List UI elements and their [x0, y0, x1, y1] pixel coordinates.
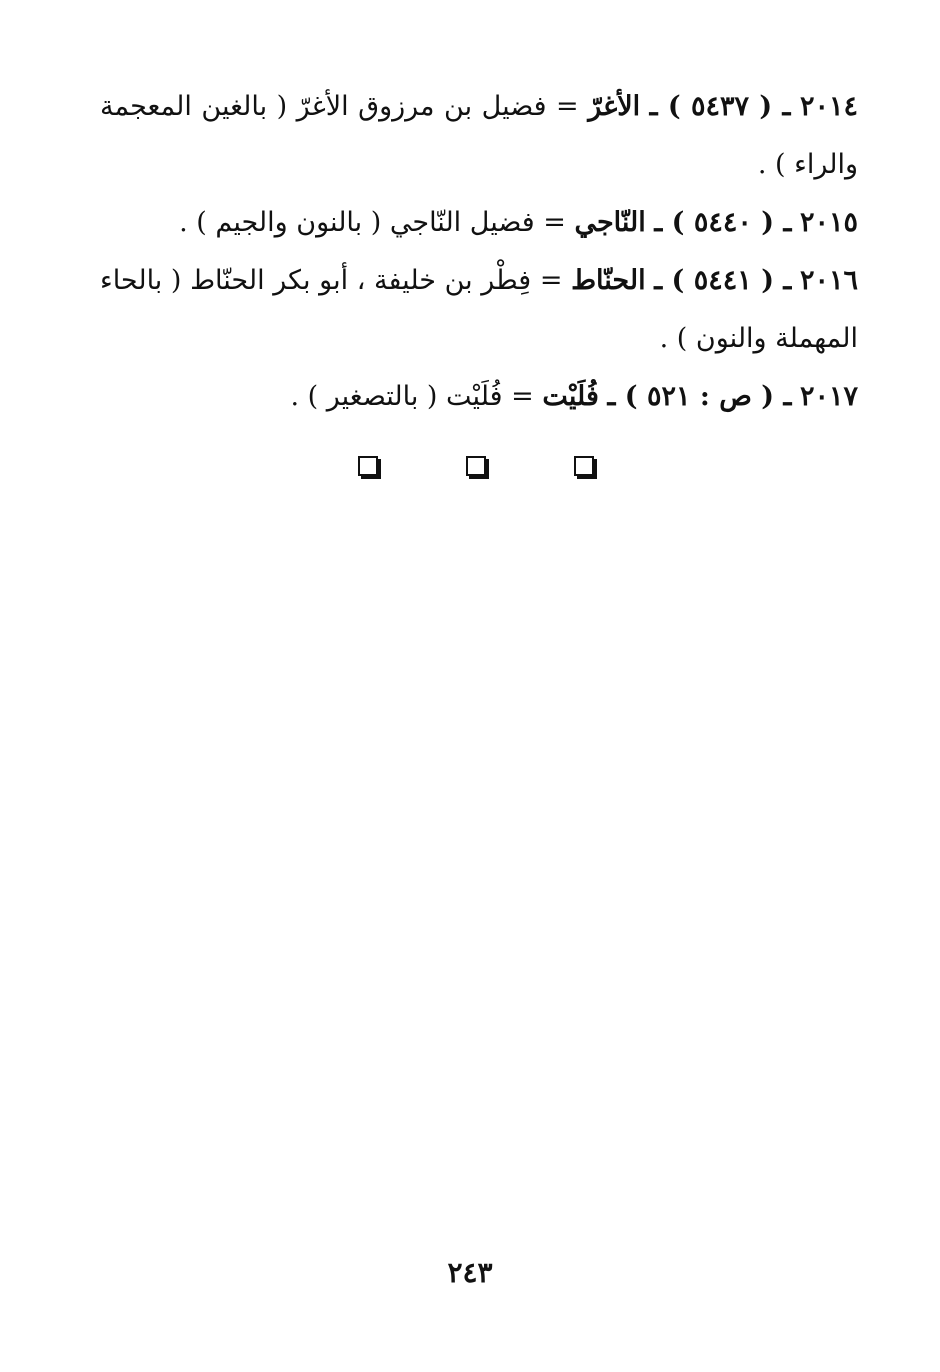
- square-ornament-icon: [574, 456, 594, 476]
- entry-headword: الأغرّ: [588, 91, 641, 122]
- entry-headword: النّاجي: [574, 207, 646, 238]
- entry-headword: الحنّاط: [571, 265, 646, 296]
- entry-2016: [100, 252, 858, 368]
- entry-reference: ـ ( ٥٤٣٧ ) ـ: [649, 91, 791, 122]
- entry-2017: [100, 368, 858, 426]
- section-end-ornaments: [358, 456, 594, 486]
- page-number: ٢٤٣: [447, 1256, 493, 1289]
- entry-number: ٢٠١٧: [799, 381, 858, 412]
- entry-headword: فُلَيْت: [542, 381, 599, 412]
- entry-text: = فضيل النّاجي ( بالنون والجيم ) .: [179, 207, 566, 238]
- entry-reference: ـ ( ص : ٥٢١ ) ـ: [607, 381, 792, 412]
- entry-reference: ـ ( ٥٤٤٠ ) ـ: [654, 207, 792, 238]
- square-ornament-icon: [358, 456, 378, 476]
- entry-text: = فضيل بن مرزوق الأغرّ ( بالغين المعجمة والراء ) .: [100, 91, 858, 180]
- entry-text: = فُلَيْت ( بالتصغير ) .: [290, 381, 534, 412]
- entry-number: ٢٠١٦: [799, 265, 858, 296]
- entry-reference: ـ ( ٥٤٤١ ) ـ: [654, 265, 792, 296]
- entry-number: ٢٠١٤: [799, 91, 858, 122]
- entry-2015: [100, 194, 858, 252]
- entry-number: ٢٠١٥: [799, 207, 858, 238]
- entry-2014: [100, 78, 858, 194]
- entry-text: = فِطْر بن خليفة ، أبو بكر الحنّاط ( بالحاء المهملة والنون ) .: [100, 265, 858, 354]
- square-ornament-icon: [466, 456, 486, 476]
- entries-list: [100, 78, 858, 426]
